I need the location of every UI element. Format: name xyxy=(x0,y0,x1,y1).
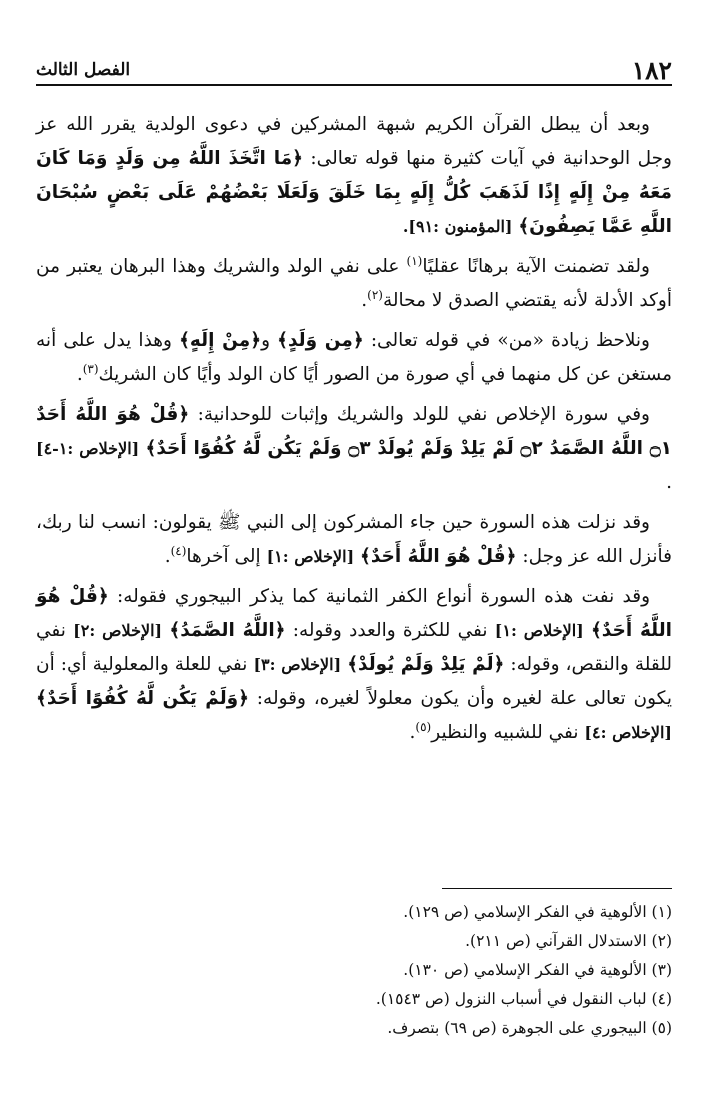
footnote-marker: (٥) xyxy=(415,719,432,734)
text: وبعد أن يبطل القرآن الكريم شبهة المشركين في دعوى الولدية يقرر الله عز وجل الوحدانية في آيات كثيرة منها قوله تعالى: xyxy=(36,114,672,169)
verse-reference: [الإخلاص :١-٤] xyxy=(36,439,140,458)
text: وفي سورة الإخلاص نفي للولد والشريك وإثبات للوحدانية: xyxy=(189,404,650,425)
main-text xyxy=(36,108,672,756)
text: إلى آخرها xyxy=(186,546,267,567)
quran-verse: ﴿لَمْ يَلِدْ وَلَمْ يُولَدْ﴾ xyxy=(347,654,505,675)
verse-reference: [المؤمنون :٩١]. xyxy=(402,217,513,236)
page-header xyxy=(36,56,672,92)
quran-verse: ﴿وَلَمْ يَكُن لَّهُ كُفُوًا أَحَدٌ﴾ xyxy=(36,688,249,709)
quran-verse: ﴿قُلْ هُوَ اللَّهُ أَحَدٌ﴾ xyxy=(36,586,673,641)
quran-verse: ﴿اللَّهُ الصَّمَدُ﴾ xyxy=(169,620,286,641)
page-number: ١٨٢ xyxy=(631,56,672,85)
footnote-1: (١) الألوهية في الفكر الإسلامي (ص ١٢٩). xyxy=(403,903,672,921)
paragraph-2 xyxy=(36,250,672,318)
verse-reference: [الإخلاص :١] xyxy=(494,621,584,640)
verse-reference: [الإخلاص :٤] xyxy=(584,723,672,742)
verse-reference: [الإخلاص :٢] xyxy=(73,621,163,640)
paragraph-1 xyxy=(36,108,672,244)
verse-reference: [الإخلاص :١] xyxy=(266,547,355,566)
chapter-title: الفصل الثالث xyxy=(36,60,131,80)
quran-verse: ﴿قُلْ هُوَ اللَّهُ أَحَدٌ﴾ xyxy=(360,546,517,567)
text: ونلاحظ زيادة «من» في قوله تعالى: xyxy=(363,330,650,351)
footnote-marker: (٤) xyxy=(170,543,187,558)
paragraph-4 xyxy=(36,398,672,500)
paragraph-6 xyxy=(36,580,672,750)
text: وقد نزلت هذه السورة حين جاء المشركون إلى النبي ﷺ يقولون: انسب لنا ربك، فأنزل الله عز وجل: xyxy=(36,512,672,567)
footnote-5: (٥) البيجوري على الجوهرة (ص ٦٩) بتصرف. xyxy=(387,1019,672,1037)
verse-reference: [الإخلاص :٣] xyxy=(253,655,342,674)
text: وهذا يدل على أنه مستغن عن كل منهما في أي صورة من الصور أيًا كان الولد وأيًا كان الشريك xyxy=(36,330,672,385)
text: نفي للقلة والنقص، وقوله: xyxy=(36,620,672,675)
footnote-2: (٢) الاستدلال القرآني (ص ٢١١). xyxy=(465,932,672,950)
text: . xyxy=(666,472,672,493)
footnote-divider xyxy=(442,888,672,889)
paragraph-3 xyxy=(36,324,672,392)
quran-verse: ﴿مِنْ إِلَهٍ﴾ xyxy=(179,330,262,351)
text: . xyxy=(409,722,416,743)
header-divider xyxy=(36,84,672,86)
quran-verse: ﴿مَا اتَّخَذَ اللَّهُ مِن وَلَدٍ وَمَا كَانَ مَعَهُ مِنْ إِلَهٍ إِذًا لَذَهَبَ كُلُّ إِلَهٍ بِمَا خَلَقَ وَلَعَلَا بَعْضُهُمْ عَلَى بَعْضٍ سُبْحَانَ اللَّهِ عَمَّا يَصِفُونَ﴾ xyxy=(36,148,672,237)
text: ولقد تضمنت الآية برهانًا عقليًا xyxy=(422,256,650,277)
text: . xyxy=(164,546,171,567)
text: . xyxy=(361,290,368,311)
quran-verse: ﴿مِن وَلَدٍ﴾ xyxy=(277,330,364,351)
footnote-3: (٣) الألوهية في الفكر الإسلامي (ص ١٣٠). xyxy=(403,961,672,979)
text: . xyxy=(76,364,83,385)
text: نفي للشبيه والنظير xyxy=(431,722,585,743)
footnote-marker: (٣) xyxy=(82,361,99,376)
text: على نفي الولد والشريك وهذا البرهان يعتبر من أوكد الأدلة لأنه يقتضي الصدق لا محالة xyxy=(36,256,672,311)
text: نفي للعلة والمعلولية أي: أن يكون تعالى علة لغيره وأن يكون معلولاً لغيره، وقوله: xyxy=(36,654,672,709)
quran-verse: ﴿قُلْ هُوَ اللَّهُ أَحَدٌ ۝١ اللَّهُ الصَّمَدُ ۝٢ لَمْ يَلِدْ وَلَمْ يُولَدْ ۝٣ وَلَمْ يَكُن لَّهُ كُفُوًا أَحَدٌ﴾ xyxy=(36,404,672,459)
footnotes xyxy=(36,898,672,1043)
text: نفي للكثرة والعدد وقوله: xyxy=(285,620,495,641)
paragraph-5 xyxy=(36,506,672,574)
footnote-marker: (١) xyxy=(406,253,423,268)
footnote-4: (٤) لباب النقول في أسباب النزول (ص ١٥٤٣). xyxy=(375,990,672,1008)
text: و xyxy=(261,330,278,351)
footnote-marker: (٢) xyxy=(367,287,383,302)
text: وقد نفت هذه السورة أنواع الكفر الثمانية كما يذكر البيجوري فقوله: xyxy=(108,586,651,607)
